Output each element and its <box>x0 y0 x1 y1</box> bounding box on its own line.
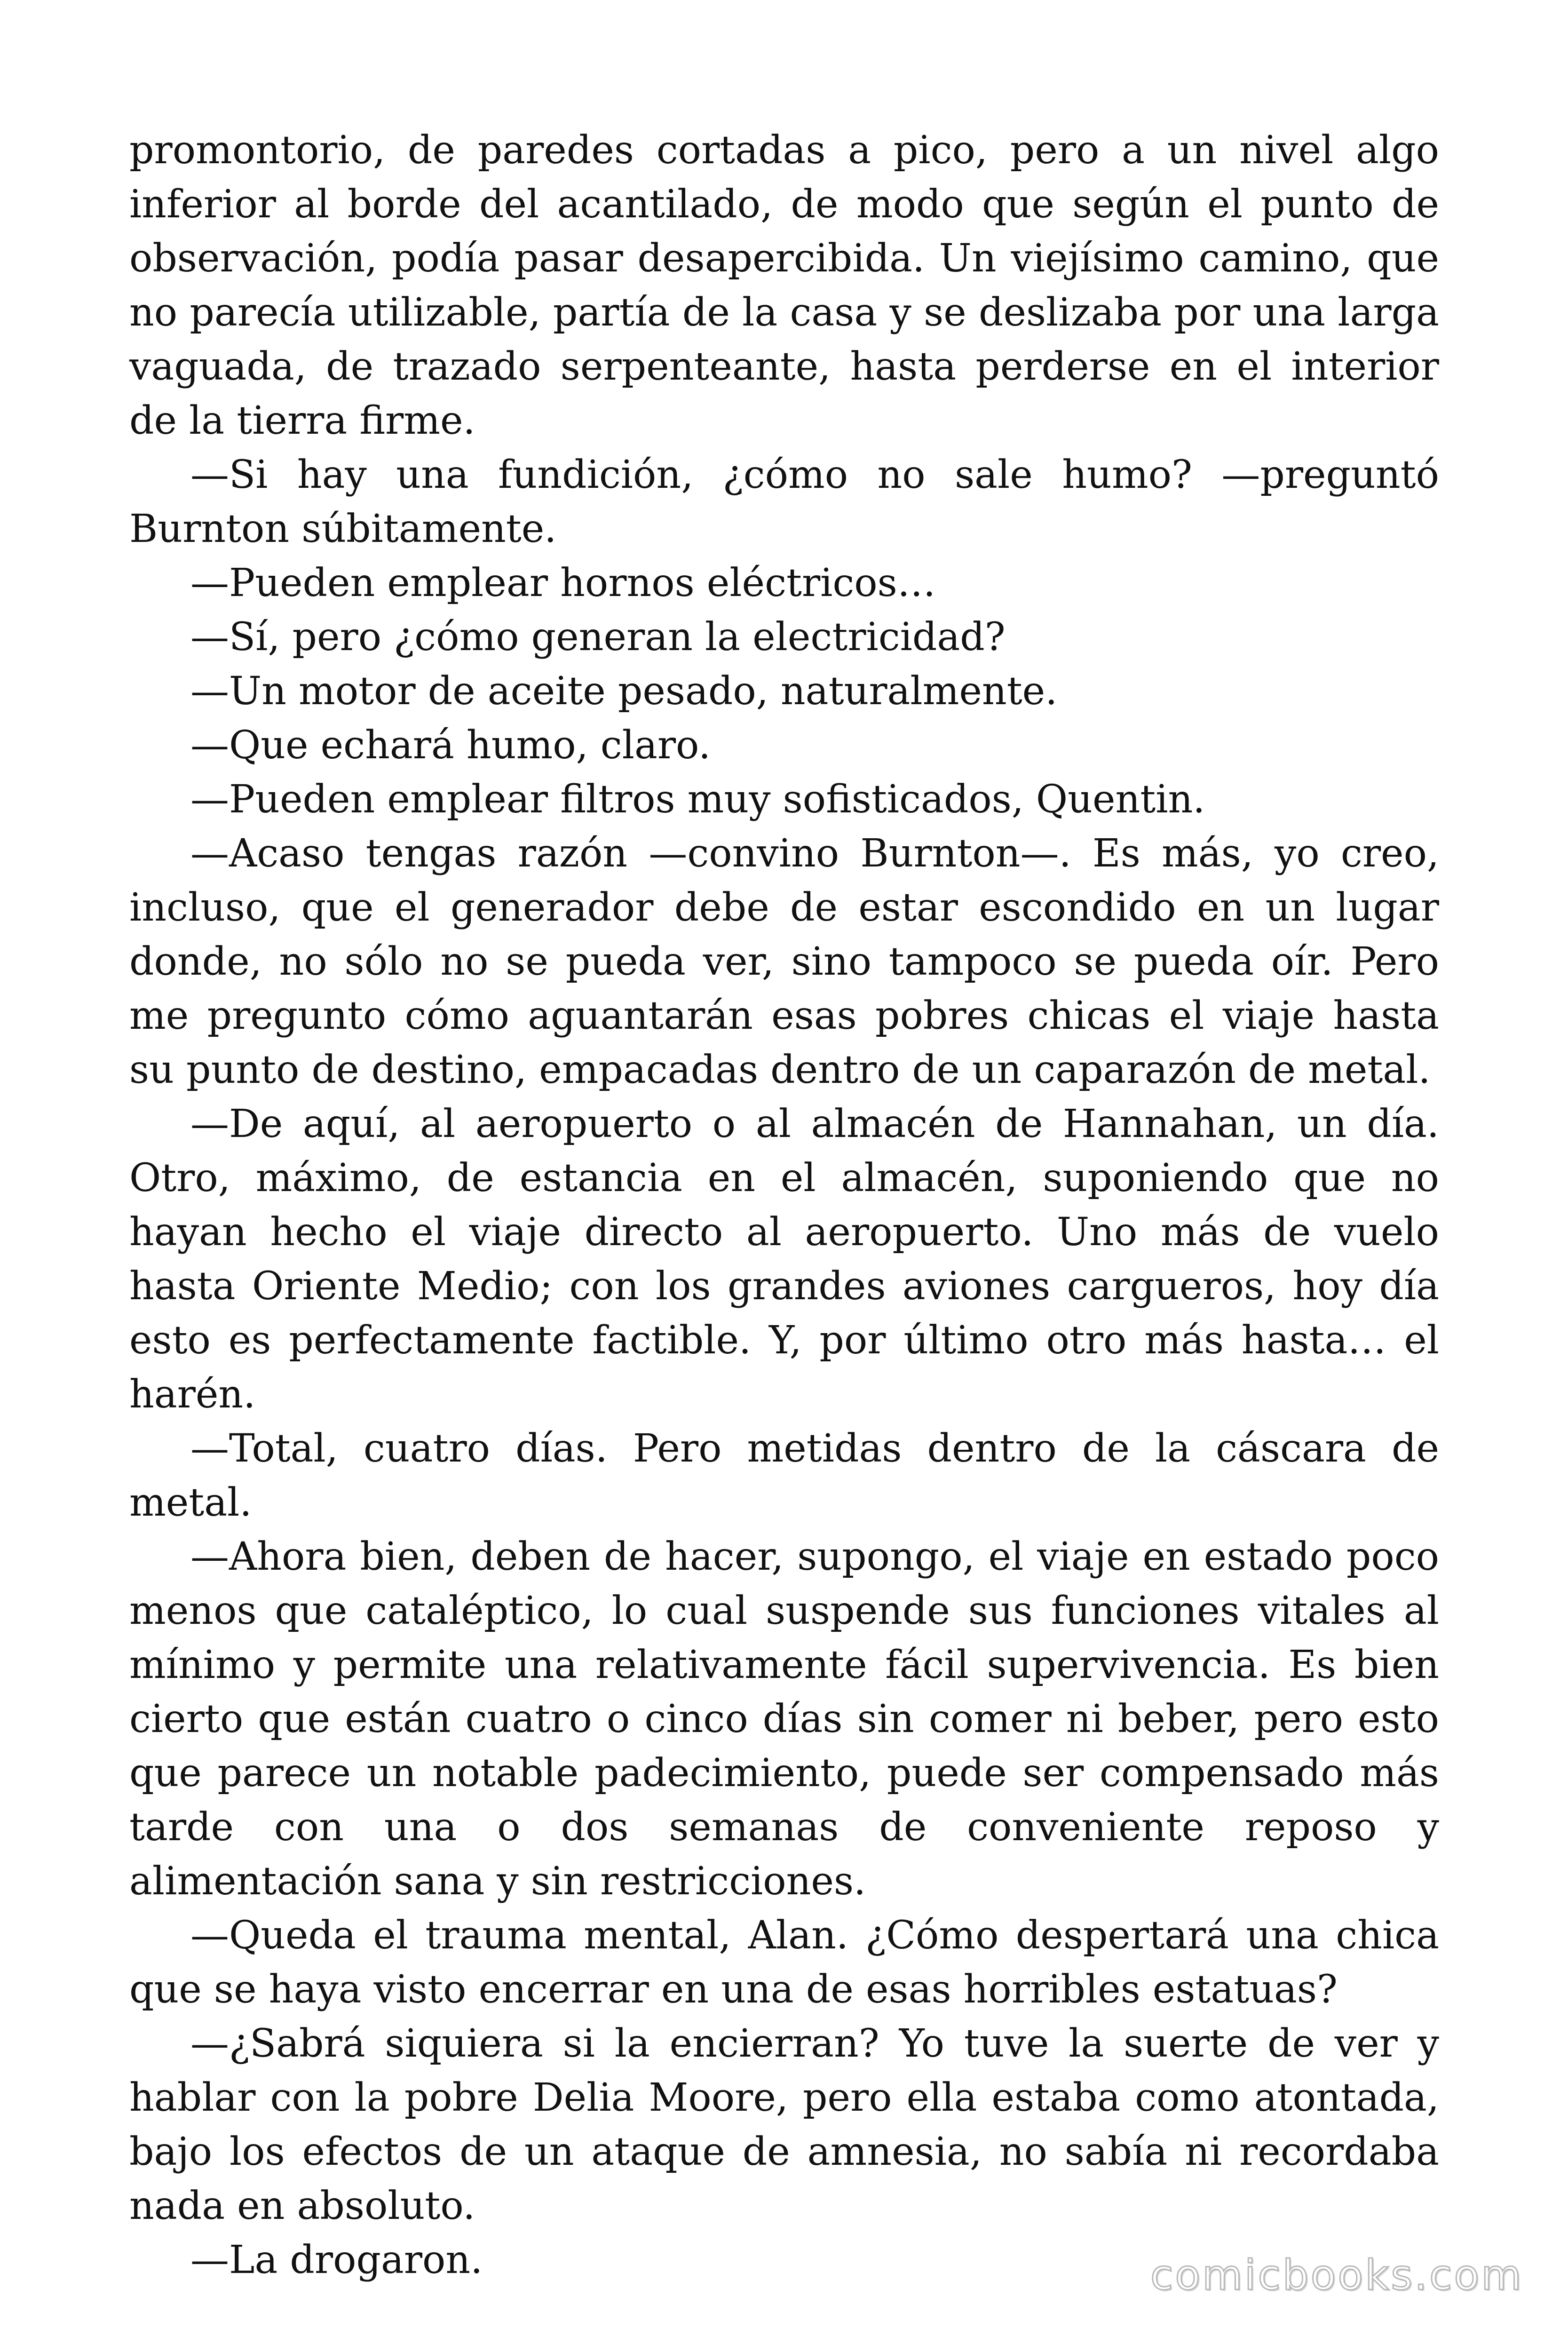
paragraph: —¿Sabrá siquiera si la encierran? Yo tuve la suerte de ver y hablar con la pobre Delia Moore, pero ella estaba como atontada, bajo los efectos de un ataque de amnesia, no sabía ni recordaba nada en absoluto. <box>129 2021 1439 2228</box>
paragraph: —Queda el trauma mental, Alan. ¿Cómo despertará una chica que se haya visto encerrar en una de esas horribles estatuas? <box>129 1913 1439 2012</box>
paragraph: —La drogaron. <box>190 2238 483 2282</box>
paragraph: —Un motor de aceite pesado, naturalmente. <box>190 669 1058 714</box>
paragraph: —De aquí, al aeropuerto o al almacén de Hannahan, un día. Otro, máximo, de estancia en el almacén, suponiendo que no hayan hecho el viaje directo al aeropuerto. Uno más de vuelo hasta Oriente Medio; con los grandes aviones cargueros, hoy día esto es perfectamente factible. Y, por último otro más hasta… el harén. <box>129 1102 1439 1417</box>
paragraph: —Pueden emplear filtros muy sofisticados, Quentin. <box>190 777 1205 822</box>
body-text <box>129 123 1439 2287</box>
paragraph: —Total, cuatro días. Pero metidas dentro de la cáscara de metal. <box>129 1426 1439 1525</box>
paragraph: —Sí, pero ¿cómo generan la electricidad? <box>190 615 1006 660</box>
watermark-logo: comicbooks.com <box>1150 2251 1523 2299</box>
paragraph: —Acaso tengas razón —convino Burnton—. Es más, yo creo, incluso, que el generador debe de estar escondido en un lugar donde, no sólo no se pueda ver, sino tampoco se pueda oír. Pero me pregunto cómo aguantarán esas pobres chicas el viaje hasta su punto de destino, empacadas dentro de un caparazón de metal. <box>129 831 1439 1092</box>
paragraph: —Si hay una fundición, ¿cómo no sale humo? —preguntó Burnton súbitamente. <box>129 453 1439 551</box>
paragraph: —Ahora bien, deben de hacer, supongo, el viaje en estado poco menos que cataléptico, lo cual suspende sus funciones vitales al mínimo y permite una relativamente fácil supervivencia. Es bien cierto que están cuatro o cinco días sin comer ni beber, pero esto que parece un notable padecimiento, puede ser compensado más tarde con una o dos semanas de conveniente reposo y alimentación sana y sin restricciones. <box>129 1534 1439 1904</box>
paragraph: —Pueden emplear hornos eléctricos… <box>190 561 936 605</box>
paragraph: promontorio, de paredes cortadas a pico, pero a un nivel algo inferior al borde del acantilado, de modo que según el punto de observación, podía pasar desapercibida. Un viejísimo camino, que no parecía utilizable, partía de la casa y se deslizaba por una larga vaguada, de trazado serpenteante, hasta perderse en el interior de la tierra firme. <box>129 128 1439 443</box>
paragraph: —Que echará humo, claro. <box>190 723 711 768</box>
